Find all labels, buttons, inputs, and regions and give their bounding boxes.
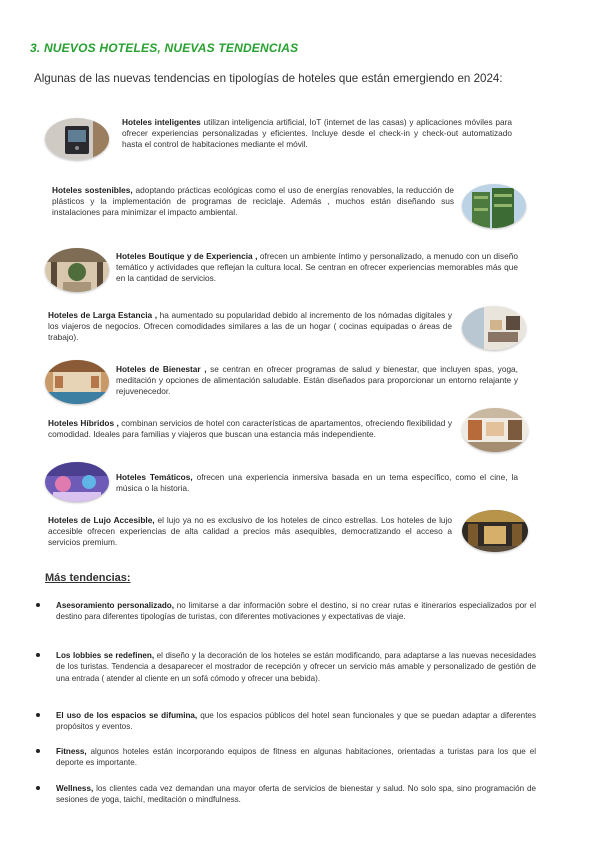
bullet-icon <box>36 653 40 657</box>
hotel-type-long-stay <box>48 310 452 344</box>
hotel-type-themed <box>116 472 518 494</box>
trend-text: el diseño y la decoración de los hoteles se están modificando, para adaptarse a las nuevas necesidades de los turistas. Tendencia a desaparecer el mostrador de recepción y ofrecer un servicio más amable y personalizado de gestión de una entrada ( atender al cliente en un sofá cómodo y ofrecer una bebida). <box>56 651 536 683</box>
hotel-type-name: Hoteles de Larga Estancia , <box>48 310 158 320</box>
hotel-type-name: Hoteles Híbridos , <box>48 418 119 428</box>
hotel-type-hybrid <box>48 418 452 440</box>
boutique-courtyard-photo-icon <box>45 248 109 292</box>
trend-lead: Wellness, <box>56 784 94 793</box>
smart-hotel-photo-icon <box>45 118 109 160</box>
hotel-type-name: Hoteles de Lujo Accesible, <box>48 515 155 525</box>
hotel-type-text: utilizan inteligencia artificial, IoT (internet de las casas) y aplicaciones móviles para ofrecer experiencias personalizadas y eficientes. Incluye desde el check-in y check-out automatizado hasta el control de habitaciones mediante el móvil. <box>122 117 512 150</box>
bullet-icon <box>36 713 40 717</box>
list-item <box>36 650 536 684</box>
hotel-type-text: el lujo ya no es exclusivo de los hoteles de cinco estrellas. Los hoteles de lujo accesible ofrecen experiencias de alta calidad a precios más asequibles, democratizando el acceso a servicios premium. <box>48 515 452 548</box>
section-intro: Algunas de las nuevas tendencias en tipologías de hoteles que están emergiendo en 2024: <box>34 72 503 85</box>
bullet-icon <box>36 749 40 753</box>
hotel-type-name: Hoteles de Bienestar , <box>116 364 207 374</box>
hotel-type-boutique <box>116 251 518 285</box>
hotel-type-text: ofrecen un ambiente íntimo y personalizado, a menudo con un diseño temático y actividades que reflejan la cultura local. Se centran en ofrecer experiencias memorables más que en la cantidad de servicios. <box>116 251 518 284</box>
trend-lead: Asesoramiento personalizado, <box>56 601 174 610</box>
trend-text: los clientes cada vez demandan una mayor oferta de servicios de bienestar y salud. No solo spa, sino programación de sesiones de yoga, taichí, meditación o mindfulness. <box>56 784 536 805</box>
hotel-type-name: Hoteles inteligentes <box>122 117 201 127</box>
green-building-photo-icon <box>462 184 526 228</box>
section-title: 3. NUEVOS HOTELES, NUEVAS TENDENCIAS <box>30 41 299 55</box>
hotel-type-text: ha aumentado su popularidad debido al incremento de los nómadas digitales y los viajeros de negocios. Ofrecen comodidades similares a las de un hogar ( cocinas equipadas o áreas de trabajo). <box>48 310 452 343</box>
hotel-type-smart <box>122 117 512 151</box>
hotel-type-text: adoptando prácticas ecológicas como el uso de energías renovables, la reducción de plásticos y la implementación de programas de reciclaje. Además , muchos están diseñando sus instalaciones para minimizar el impacto ambiental. <box>52 185 454 218</box>
trend-lead: Fitness, <box>56 747 87 756</box>
hotel-type-text: ofrecen una experiencia inmersiva basada en un tema específico, como el cine, la música o la historia. <box>116 472 518 494</box>
list-item <box>36 746 536 769</box>
more-trends-title: Más tendencias: <box>45 572 131 584</box>
trend-lead: El uso de los espacios se difumina, <box>56 711 198 720</box>
long-stay-room-photo-icon <box>462 306 526 350</box>
themed-room-photo-icon <box>45 462 109 502</box>
hotel-type-text: se centran en ofrecer programas de salud y bienestar, que incluyen spas, yoga, meditación y opciones de alimentación saludable. Están diseñados para proporcionar un entorno relajante y rejuvenecedor. <box>116 364 518 397</box>
trend-text: no limitarse a dar información sobre el destino, si no crear rutas e itinerarios especializados por el destino para diferentes tipologías de turistas, con diferentes motivaciones y expectativas de viaje. <box>56 601 536 622</box>
hybrid-loft-photo-icon <box>462 408 528 452</box>
bullet-icon <box>36 603 40 607</box>
bullet-icon <box>36 786 40 790</box>
hotel-type-name: Hoteles Boutique y de Experiencia , <box>116 251 258 261</box>
trend-lead: Los lobbies se redefinen, <box>56 651 155 660</box>
trend-text: algunos hoteles están incorporando equipos de fitness en algunas habitaciones, orientadas a turistas para los que el deporte es importante. <box>56 747 536 768</box>
list-item <box>36 783 536 806</box>
luxury-lobby-photo-icon <box>462 510 528 552</box>
hotel-type-name: Hoteles sostenibles, <box>52 185 133 195</box>
hotel-type-accessible-luxury <box>48 515 452 549</box>
list-item <box>36 600 536 623</box>
wellness-pool-photo-icon <box>45 360 109 404</box>
list-item <box>36 710 536 733</box>
hotel-type-name: Hoteles Temáticos, <box>116 472 193 482</box>
hotel-type-text: combinan servicios de hotel con características de apartamentos, ofreciendo flexibilidad y comodidad. Ideales para familias y viajeros que buscan una estancia más independiente. <box>48 418 452 440</box>
trend-text: que los espacios públicos del hotel sean funcionales y que se puedan adaptar a diferentes propósitos y eventos. <box>56 711 536 732</box>
hotel-type-sustainable <box>52 185 454 219</box>
hotel-type-wellness <box>116 364 518 398</box>
